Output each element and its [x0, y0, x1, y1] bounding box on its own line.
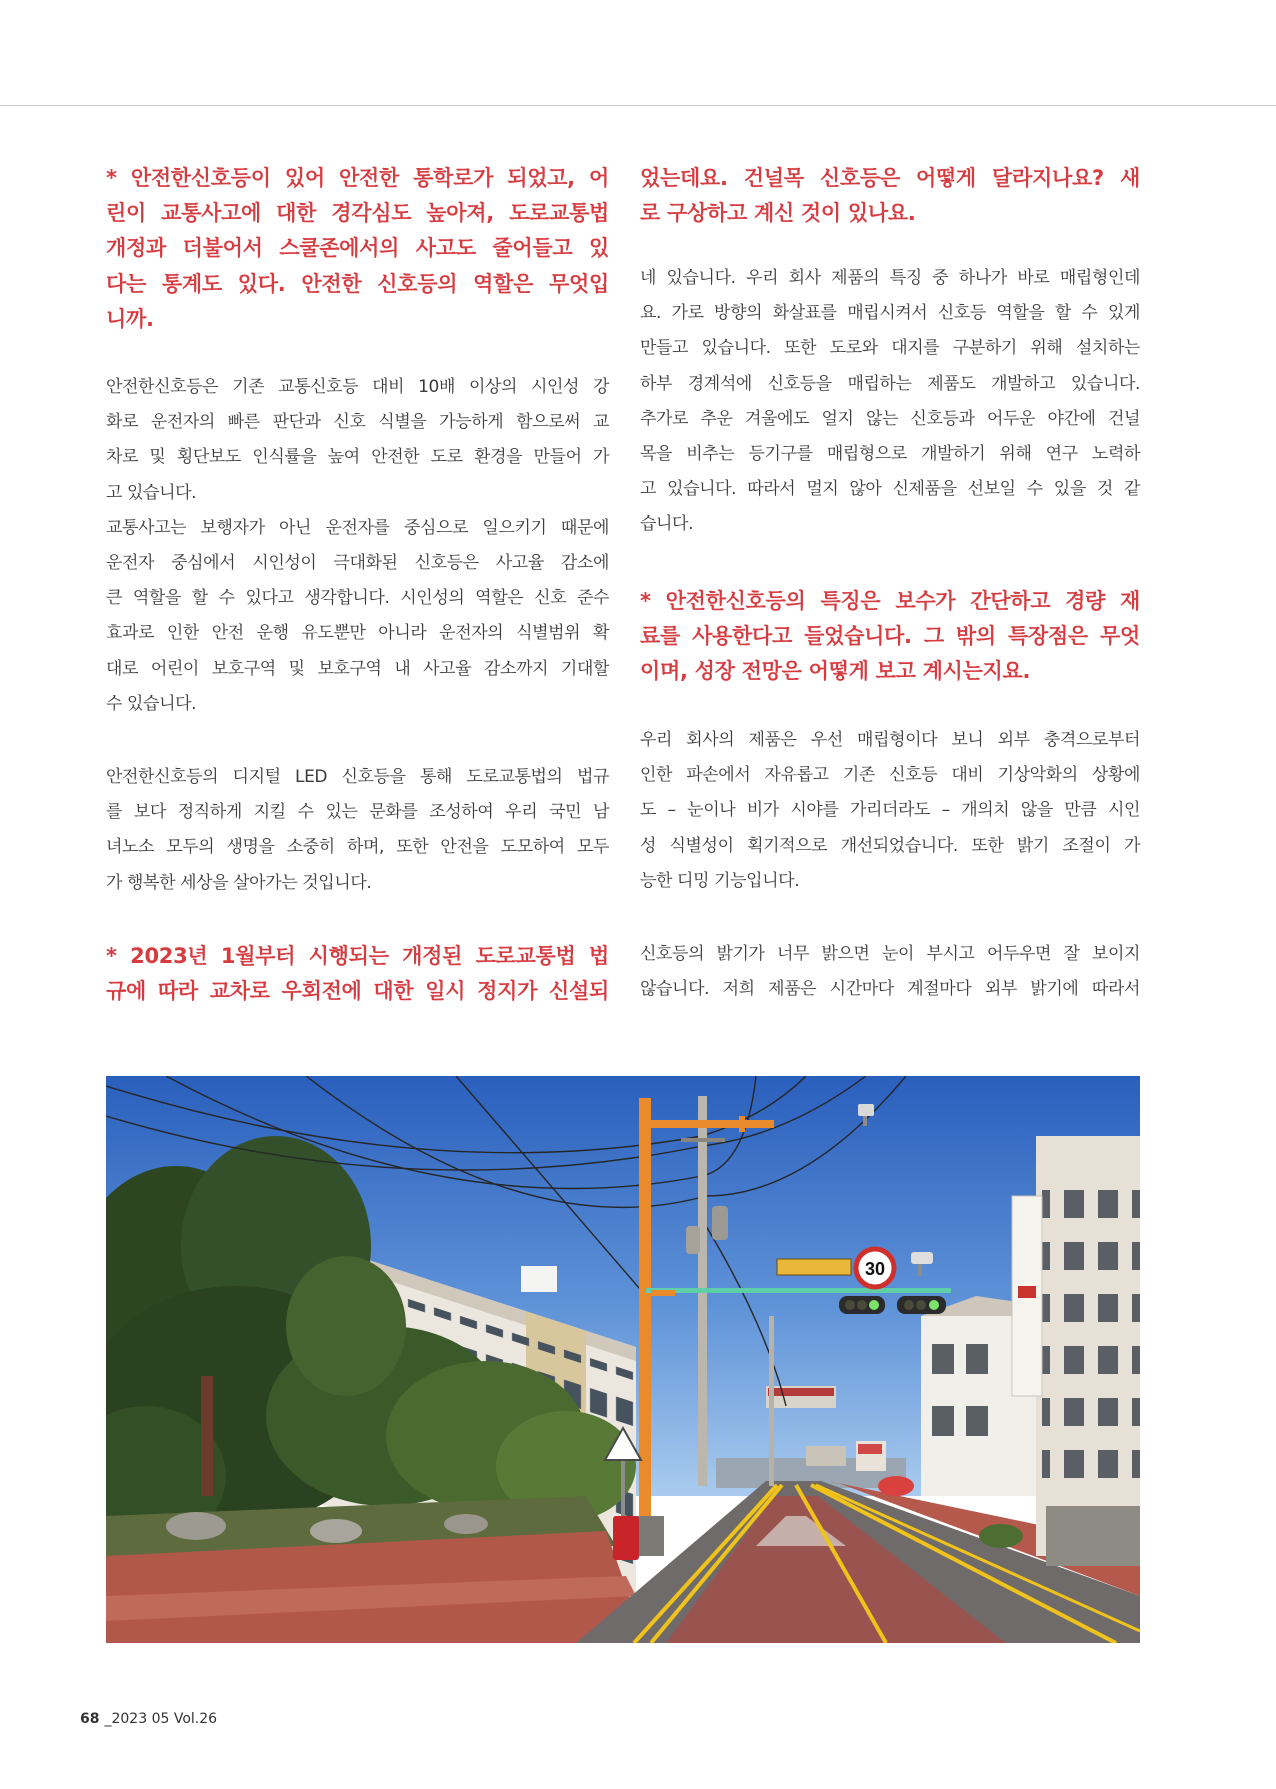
question-line: * 2023년 1월부터 시행되는 개정된 도로교통법 법	[106, 944, 609, 968]
question-2-continued	[640, 161, 1140, 231]
answer-1	[106, 370, 609, 722]
body-line: 녀노소 모두의 생명을 소중히 하며, 또한 안전을 도모하여 모두	[106, 837, 609, 858]
top-rule	[0, 105, 1276, 106]
question-line: 료를 사용한다고 들었습니다. 그 밖의 특장점은 무엇	[640, 624, 1140, 649]
body-line: 않습니다. 저희 제품은 시간마다 계절마다 외부 밝기에 따라서	[640, 979, 1140, 1000]
question-line: 개정과 더불어서 스쿨존에서의 사고도 줄어들고 있	[106, 236, 609, 261]
issue-label: _2023 05 Vol.26	[104, 1711, 218, 1727]
body-line: 고 있습니다. 따라서 멀지 않아 신제품을 선보일 수 있을 것 같	[640, 479, 1140, 500]
body-line: 도 – 눈이나 비가 시야를 가리더라도 – 개의치 않을 만큼 시인	[640, 800, 1140, 821]
question-2	[106, 939, 609, 1009]
body-line: 차로 및 횡단보도 인식률을 높여 안전한 도로 환경을 만들어 가	[106, 447, 609, 468]
body-line: 안전한신호등의 디지털 LED 신호등을 통해 도로교통법의 법규	[106, 767, 609, 787]
answer-3	[640, 723, 1140, 899]
question-line: 규에 따라 교차로 우회전에 대한 일시 정지가 신설되	[106, 979, 609, 1004]
rooftop-tank	[521, 1266, 557, 1292]
body-line: 큰 역할을 할 수 있다고 생각합니다. 시인성의 역할은 신호 준수	[106, 588, 609, 609]
answer-2	[640, 261, 1140, 543]
speed-limit-value: 30	[864, 1259, 886, 1279]
question-line: 린이 교통사고에 대한 경각심도 높아져, 도로교통법	[106, 201, 609, 226]
body-line: 화로 운전자의 빠른 판단과 신호 식별을 가능하게 함으로써 교	[106, 412, 609, 433]
question-line: 었는데요. 건널목 신호등은 어떻게 달라지나요? 새	[640, 166, 1140, 190]
distant-pole	[769, 1316, 774, 1486]
body-line: 추가로 추운 겨울에도 얼지 않는 신호등과 어두운 야간에 건널	[640, 408, 1140, 429]
answer-1-continued	[106, 760, 609, 901]
answer-3-continued	[640, 937, 1140, 1007]
body-line: 네 있습니다. 우리 회사 제품의 특징 중 하나가 바로 매립형인데	[640, 268, 1140, 288]
question-3	[640, 584, 1140, 690]
question-line: 이며, 성장 전망은 어떻게 보고 계시는지요.	[640, 659, 1031, 684]
body-line: 목을 비추는 등기구를 매립형으로 개발하기 위해 연구 노력하	[640, 443, 1140, 464]
question-line: * 안전한신호등이 있어 안전한 통학로가 되었고, 어	[106, 166, 609, 190]
body-line: 효과로 인한 안전 운행 유도뿐만 아니라 운전자의 식별범위 확	[106, 623, 609, 644]
question-line: 다는 통계도 있다. 안전한 신호등의 역할은 무엇입	[106, 271, 609, 296]
body-line: 대로 어린이 보호구역 및 보호구역 내 사고율 감소까지 기대할	[106, 658, 609, 679]
body-line: 인한 파손에서 자유롭고 기존 신호등 대비 기상악화의 상황에	[640, 765, 1140, 786]
street-photo	[106, 1076, 1140, 1643]
page-number: 68	[80, 1711, 100, 1727]
body-line: 교통사고는 보행자가 아닌 운전자를 중심으로 일으키기 때문에	[106, 517, 609, 538]
body-line: 가 행복한 세상을 살아가는 것입니다.	[106, 872, 372, 893]
question-line: * 안전한신호등의 특징은 보수가 간단하고 경량 재	[640, 589, 1140, 613]
question-1	[106, 161, 609, 337]
enforcement-sign-board	[777, 1259, 851, 1275]
speed-limit-sign	[856, 1249, 894, 1287]
body-line: 운전자 중심에서 시인성이 극대화된 신호등은 사고율 감소에	[106, 552, 609, 573]
red-box	[613, 1516, 639, 1560]
body-line: 를 보다 정직하게 지킬 수 있는 문화를 조성하여 우리 국민 남	[106, 802, 609, 823]
body-line: 신호등의 밝기가 너무 밝으면 눈이 부시고 어두우면 잘 보이지	[640, 944, 1140, 964]
body-line: 능한 디밍 기능입니다.	[640, 870, 800, 891]
page-footer	[80, 1708, 217, 1730]
body-line: 수 있습니다.	[106, 693, 197, 714]
question-line: 로 구상하고 계신 것이 있나요.	[640, 201, 916, 226]
body-line: 안전한신호등은 기존 교통신호등 대비 10배 이상의 시인성 강	[106, 377, 609, 397]
question-line: 니까.	[106, 306, 154, 331]
body-line: 성 식별성이 획기적으로 개선되었습니다. 또한 밝기 조절이 가	[640, 835, 1140, 856]
left-sidewalk	[106, 1496, 646, 1643]
body-line: 요. 가로 방향의 화살표를 매립시켜서 신호등 역할을 할 수 있게	[640, 303, 1140, 324]
body-line: 만들고 있습니다. 또한 도로와 대지를 구분하기 위해 설치하는	[640, 338, 1140, 359]
body-line: 습니다.	[640, 514, 694, 535]
body-line: 우리 회사의 제품은 우선 매립형이다 보니 외부 충격으로부터	[640, 730, 1140, 750]
body-line: 고 있습니다.	[106, 482, 197, 503]
body-line: 하부 경계석에 신호등을 매립하는 제품도 개발하고 있습니다.	[640, 373, 1140, 394]
